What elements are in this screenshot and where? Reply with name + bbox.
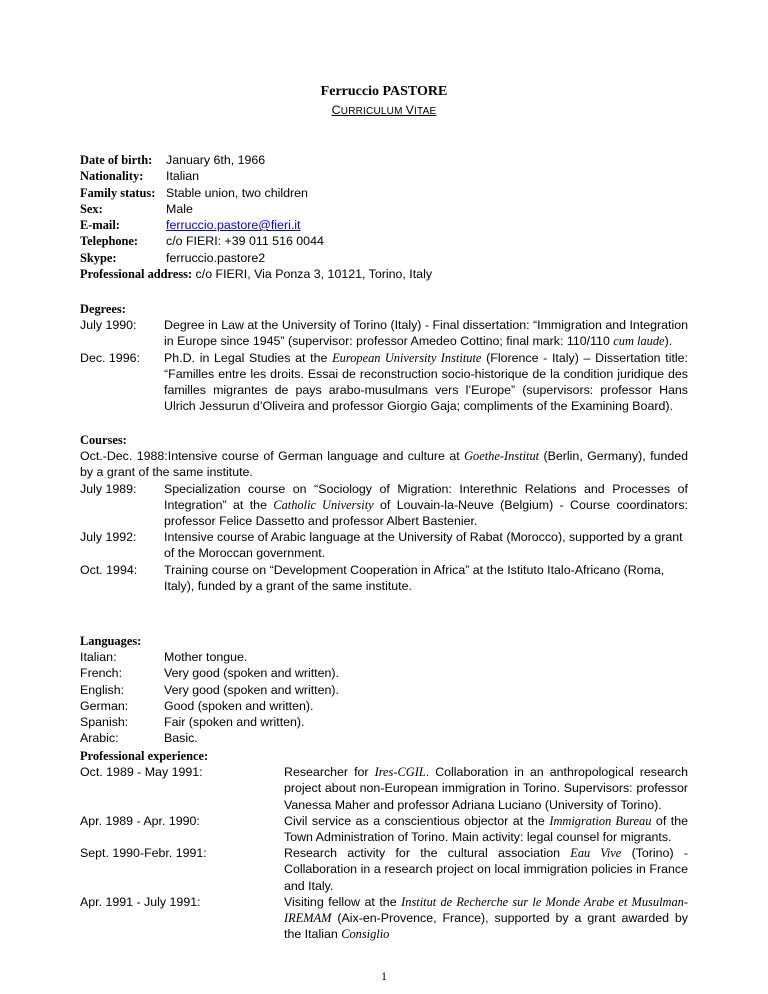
entry-text: Intensive course of Arabic language at the University of Rabat (Morocco), supported by a grant of the Moroccan government. [164, 530, 683, 561]
entry-date: Dec. 1996: [80, 350, 140, 365]
entry-text: Degree in Law at the University of Torino (Italy) - Final dissertation: “Immigration and Integration in Europe since 1945” (supervisor: professor Amedeo Cottino; final mark: 110/110 cum laude). [164, 318, 688, 349]
entry-text: Visiting fellow at the Institut de Recherche sur le Monde Arabe et Musulman-IREMAM (Aix-en-Provence, France), supported by a grant awarded by the Italian Consiglio [284, 894, 688, 942]
language-level: Fair (spoken and written). [164, 714, 305, 729]
entry-text: Civil service as a conscientious objector at the Immigration Bureau of the Town Administration of Torino. Main activity: legal counsel for migrants. [284, 813, 688, 845]
info-row-nationality [80, 168, 688, 184]
entry-date: July 1989: [80, 481, 137, 496]
info-row-family [80, 185, 688, 201]
entry-text: Training course on “Development Cooperation in Africa” at the Istituto Italo-Africano (Roma, Italy), funded by a grant of the same institute. [164, 562, 665, 593]
info-value: Male [166, 201, 193, 216]
entry-text: Ph.D. in Legal Studies at the European University Institute (Florence - Italy) – Dissertation title: “Familles entre les droits. Essai de reconstruction socio-historique de la condition juridique des familles migrantes de pays arabo-musulmans vers l’Europe” (supervisors: professor Hans Ulrich Jessurun d’Oliveira and professor Giorgio Gaja; compliments of the Examining Board). [164, 350, 688, 414]
section-heading: Courses: [80, 433, 127, 447]
course-entry [80, 529, 688, 561]
entry-date: July 1990: [80, 318, 137, 333]
courses-section [80, 432, 688, 594]
course-entry [80, 481, 688, 530]
email-link[interactable]: ferruccio.pastore@fieri.it [166, 218, 301, 233]
degree-entry [80, 317, 688, 349]
entry-date: July 1992: [80, 530, 137, 545]
info-row-skype [80, 250, 688, 266]
info-value: ferruccio.pastore2 [166, 250, 266, 265]
section-heading: Languages: [80, 634, 142, 648]
language-name: English: [80, 682, 125, 697]
experience-entry [80, 813, 688, 845]
info-label: Sex: [80, 201, 103, 216]
language-row [80, 649, 688, 665]
degrees-section [80, 301, 688, 414]
language-row [80, 665, 688, 681]
language-row [80, 682, 688, 698]
cv-subtitle: CURRICULUM VITAE [331, 103, 437, 117]
degree-entry [80, 350, 688, 415]
entry-text: Research activity for the cultural association Eau Vive (Torino) - Collaboration in a research project on local immigration policies in France and Italy. [284, 846, 688, 893]
language-name: Italian: [80, 650, 117, 665]
course-entry [80, 562, 688, 594]
language-level: Very good (spoken and written). [164, 666, 339, 681]
language-row [80, 698, 688, 714]
cv-name-heading: Ferruccio PASTORE [320, 84, 448, 99]
entry-date: Sept. 1990-Febr. 1991: [80, 846, 207, 861]
entry-date: Oct.-Dec. 1988: [80, 449, 168, 464]
personal-info-section [80, 152, 688, 282]
info-label: Telephone: [80, 234, 139, 249]
info-row-address [80, 266, 688, 282]
info-label: Skype: [80, 250, 117, 265]
info-value: Italian [166, 169, 200, 184]
languages-section [80, 633, 688, 746]
language-name: Arabic: [80, 731, 119, 746]
entry-date: Oct. 1989 - May 1991: [80, 765, 203, 780]
info-value: c/o FIERI: +39 011 516 0044 [166, 234, 324, 249]
info-label: Nationality: [80, 169, 144, 184]
entry-date: Apr. 1989 - Apr. 1990: [80, 813, 200, 828]
section-heading: Degrees: [80, 302, 126, 316]
section-heading: Professional experience: [80, 749, 209, 763]
info-label: E-mail: [80, 218, 120, 233]
language-level: Good (spoken and written). [164, 698, 314, 713]
experience-entry [80, 894, 688, 943]
info-row-email [80, 217, 688, 233]
entry-date: Apr. 1991 - July 1991: [80, 894, 201, 909]
info-value: c/o FIERI, Via Ponza 3, 10121, Torino, Italy [192, 267, 433, 282]
info-row-sex [80, 201, 688, 217]
entry-text: Researcher for Ires-CGIL. Collaboration in an anthropological research project about non-European immigration in Torino. Supervisors: professor Vanessa Maher and professor Adriana Luciano (University of Torino). [284, 765, 688, 812]
info-row-telephone [80, 233, 688, 249]
experience-section [80, 748, 688, 942]
info-label: Professional address: [80, 267, 193, 282]
language-row [80, 730, 688, 746]
language-name: French: [80, 666, 123, 681]
experience-entry [80, 764, 688, 813]
info-value: Stable union, two children [166, 185, 308, 200]
entry-text: Specialization course on “Sociology of Migration: Interethnic Relations and Processes of Integration” at the Catholic University of Louvain-la-Neuve (Belgium) - Course coordinators: professor Felice Dassetto and professor Albert Bastenier. [164, 481, 688, 529]
language-level: Mother tongue. [164, 650, 248, 665]
language-level: Very good (spoken and written). [164, 682, 339, 697]
info-value: January 6th, 1966 [166, 153, 266, 167]
page-number: 1 [381, 969, 387, 983]
language-level: Basic. [164, 731, 198, 746]
info-label: Date of birth: [80, 153, 153, 167]
experience-entry [80, 845, 688, 894]
info-label: Family status: [80, 185, 156, 200]
language-name: Spanish: [80, 714, 129, 729]
entry-date: Oct. 1994: [80, 562, 138, 577]
info-row-birth [80, 152, 688, 168]
course-entry: Oct.-Dec. 1988:Intensive course of German language and culture at Goethe-Institut (Berlin, Germany), funded by a grant of the same institute. [80, 449, 689, 480]
language-row [80, 714, 688, 730]
language-name: German: [80, 698, 129, 713]
